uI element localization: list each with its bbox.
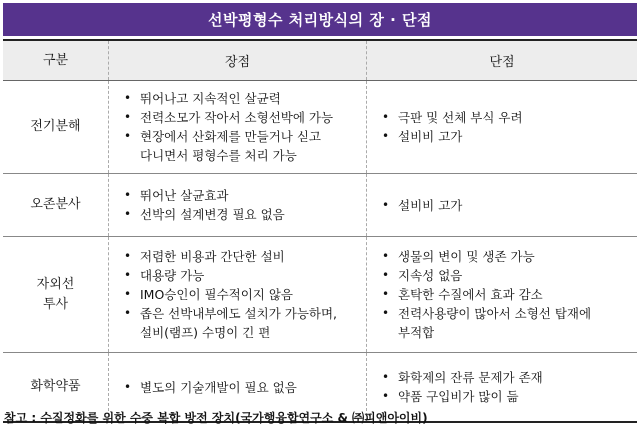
cons-list	[368, 108, 636, 146]
list-item: • 설비비 고가	[382, 129, 463, 144]
category-cell: 화학약품	[3, 353, 109, 423]
list-item: • 약품 구입비가 많이 듦	[382, 389, 519, 404]
bullet-icon: •	[382, 268, 390, 282]
list-item: • 별도의 기술개발이 필요 없음	[124, 379, 297, 395]
bullet-icon: •	[124, 110, 132, 124]
category-cell: 전기분해	[3, 81, 109, 174]
table-row	[3, 237, 637, 353]
list-item: • IMO승인이 필수적이지 않음	[124, 287, 294, 302]
bullet-icon: •	[124, 129, 132, 143]
table-title: 선박평형수 처리방식의 장 · 단점	[3, 3, 637, 36]
bullet-icon: •	[124, 207, 132, 221]
bullet-icon: •	[382, 370, 390, 384]
list-item: • 대용량 가능	[124, 268, 205, 283]
category-cell: 오존분사	[3, 174, 109, 237]
bullet-icon: •	[124, 287, 132, 301]
header-cons: 단점	[367, 40, 638, 81]
list-item: • 극판 및 선체 부식 우려	[382, 110, 523, 125]
list-item: • 좁은 선박내부에도 설치가 가능하며, 설비(램프) 수명이 긴 편	[124, 306, 338, 340]
list-item: • 혼탁한 수질에서 효과 감소	[382, 287, 543, 302]
cons-list	[368, 368, 636, 406]
list-item: • 현장에서 산화제를 만들거나 싣고 다니면서 평형수를 처리 가능	[124, 129, 321, 163]
cons-cell	[367, 81, 638, 174]
bullet-icon: •	[124, 379, 132, 394]
pros-list	[110, 247, 365, 342]
pros-cell	[109, 81, 367, 174]
bullet-icon: •	[124, 249, 132, 263]
cons-cell	[367, 174, 638, 237]
pros-cell	[109, 237, 367, 353]
bullet-icon: •	[382, 129, 390, 143]
comparison-table	[3, 39, 637, 423]
header-category: 구분	[3, 40, 109, 81]
list-item: • 설비비 고가	[382, 197, 463, 213]
category-line: 투사	[42, 296, 69, 312]
list-item: • 뛰어나고 지속적인 살균력	[124, 91, 281, 106]
bullet-icon: •	[124, 91, 132, 105]
cons-list	[368, 196, 636, 215]
bullet-icon: •	[382, 110, 390, 124]
list-item: • 전력소모가 작아서 소형선박에 가능	[124, 110, 334, 125]
list-item: • 저렴한 비용과 간단한 설비	[124, 249, 285, 264]
pros-list	[110, 89, 365, 165]
list-item: • 뛰어난 살균효과	[124, 188, 229, 203]
header-pros: 장점	[109, 40, 367, 81]
bullet-icon: •	[124, 188, 132, 202]
category-cell	[3, 237, 109, 353]
table-row	[3, 174, 637, 237]
pros-list	[110, 378, 365, 397]
cons-cell	[367, 237, 638, 353]
list-item: • 생물의 변이 및 생존 가능	[382, 249, 535, 264]
bullet-icon: •	[382, 197, 390, 212]
bullet-icon: •	[382, 287, 390, 301]
bullet-icon: •	[382, 389, 390, 403]
bullet-icon: •	[124, 306, 132, 320]
table-row	[3, 81, 637, 174]
bullet-icon: •	[124, 268, 132, 282]
category-line: 자외선	[36, 276, 75, 292]
cons-list	[368, 247, 636, 342]
list-item: • 선박의 설계변경 필요 없음	[124, 207, 285, 222]
list-item: • 지속성 없음	[382, 268, 463, 283]
bullet-icon: •	[382, 306, 390, 320]
list-item: • 전력사용량이 많아서 소형선 탑재에 부적합	[382, 306, 592, 340]
pros-list	[110, 186, 365, 224]
table-header-row	[3, 40, 637, 81]
source-footnote: 참고 : 수질정화를 위한 수중 복합 방전 장치(국가행융합연구소 & ㈜피앤아이비)	[4, 411, 428, 425]
list-item: • 화학제의 잔류 문제가 존재	[382, 370, 543, 385]
bullet-icon: •	[382, 249, 390, 263]
pros-cell	[109, 174, 367, 237]
